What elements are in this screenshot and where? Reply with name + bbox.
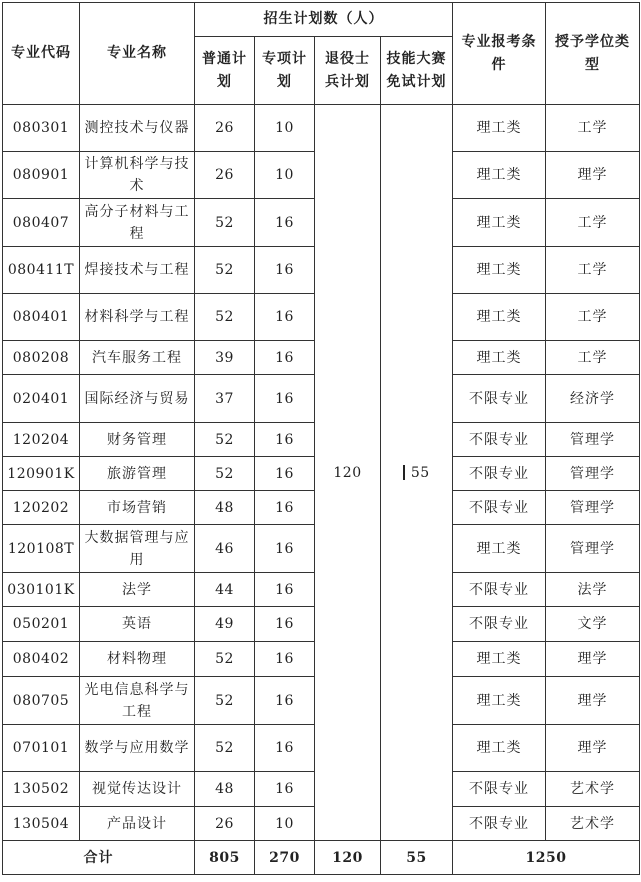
major-name-cell: 光电信息科学与工程 — [80, 677, 195, 725]
general-plan-cell: 44 — [195, 573, 255, 607]
special-plan-cell: 16 — [255, 677, 315, 725]
general-plan-cell: 52 — [195, 457, 255, 491]
special-plan-cell: 16 — [255, 772, 315, 807]
special-plan-cell: 10 — [255, 152, 315, 199]
major-name-cell: 高分子材料与工程 — [80, 199, 195, 247]
condition-cell: 不限专业 — [453, 772, 546, 807]
degree-cell: 艺术学 — [546, 807, 640, 841]
special-plan-cell: 16 — [255, 375, 315, 423]
major-name-cell: 市场营销 — [80, 491, 195, 525]
general-plan-cell: 48 — [195, 772, 255, 807]
condition-cell: 不限专业 — [453, 423, 546, 457]
total-row — [3, 841, 640, 875]
special-plan-cell: 16 — [255, 294, 315, 341]
condition-cell: 不限专业 — [453, 807, 546, 841]
total-label: 合计 — [3, 841, 195, 875]
major-name-cell: 材料物理 — [80, 642, 195, 677]
degree-cell: 工学 — [546, 247, 640, 294]
major-code-cell: 120204 — [3, 423, 80, 457]
major-code-cell: 080901 — [3, 152, 80, 199]
general-plan-cell: 48 — [195, 491, 255, 525]
skill-plan-value: 55 — [410, 464, 430, 481]
general-plan-cell: 52 — [195, 199, 255, 247]
major-code-cell: 030101K — [3, 573, 80, 607]
header-code: 专业代码 — [3, 3, 80, 105]
condition-cell: 理工类 — [453, 725, 546, 772]
condition-cell: 理工类 — [453, 525, 546, 573]
special-plan-cell: 10 — [255, 807, 315, 841]
degree-cell: 理学 — [546, 725, 640, 772]
general-plan-cell: 52 — [195, 725, 255, 772]
special-plan-cell: 16 — [255, 642, 315, 677]
special-plan-cell: 16 — [255, 725, 315, 772]
special-plan-cell: 16 — [255, 199, 315, 247]
degree-cell: 工学 — [546, 105, 640, 152]
major-code-cell: 120108T — [3, 525, 80, 573]
major-name-cell: 大数据管理与应用 — [80, 525, 195, 573]
header-condition: 专业报考条件 — [453, 3, 546, 105]
header-veteran: 退役士兵计划 — [315, 37, 381, 105]
major-name-cell: 测控技术与仪器 — [80, 105, 195, 152]
condition-cell: 理工类 — [453, 677, 546, 725]
major-name-cell: 产品设计 — [80, 807, 195, 841]
header-special: 专项计划 — [255, 37, 315, 105]
degree-cell: 管理学 — [546, 525, 640, 573]
total-grand: 1250 — [453, 841, 640, 875]
general-plan-cell: 52 — [195, 642, 255, 677]
header-plan-group: 招生计划数（人） — [195, 3, 453, 37]
skill-plan-merged-cell — [381, 105, 453, 841]
header-skill: 技能大赛免试计划 — [381, 37, 453, 105]
degree-cell: 管理学 — [546, 491, 640, 525]
condition-cell: 理工类 — [453, 105, 546, 152]
header-name: 专业名称 — [80, 3, 195, 105]
special-plan-cell: 16 — [255, 491, 315, 525]
condition-cell: 理工类 — [453, 294, 546, 341]
general-plan-cell: 52 — [195, 423, 255, 457]
major-name-cell: 计算机科学与技术 — [80, 152, 195, 199]
major-code-cell: 050201 — [3, 607, 80, 642]
condition-cell: 不限专业 — [453, 573, 546, 607]
condition-cell: 理工类 — [453, 152, 546, 199]
general-plan-cell: 37 — [195, 375, 255, 423]
major-code-cell: 080411T — [3, 247, 80, 294]
condition-cell: 不限专业 — [453, 491, 546, 525]
text-cursor-mark — [403, 465, 405, 480]
major-code-cell: 070101 — [3, 725, 80, 772]
total-special: 270 — [255, 841, 315, 875]
total-skill: 55 — [381, 841, 453, 875]
degree-cell: 理学 — [546, 642, 640, 677]
condition-cell: 理工类 — [453, 247, 546, 294]
major-code-cell: 080208 — [3, 341, 80, 375]
condition-cell: 不限专业 — [453, 457, 546, 491]
major-code-cell: 130502 — [3, 772, 80, 807]
major-code-cell: 080407 — [3, 199, 80, 247]
condition-cell: 不限专业 — [453, 607, 546, 642]
header-general: 普通计划 — [195, 37, 255, 105]
degree-cell: 理学 — [546, 677, 640, 725]
major-code-cell: 120202 — [3, 491, 80, 525]
condition-cell: 不限专业 — [453, 375, 546, 423]
major-name-cell: 英语 — [80, 607, 195, 642]
degree-cell: 工学 — [546, 199, 640, 247]
degree-cell: 法学 — [546, 573, 640, 607]
veteran-plan-merged-cell: 120 — [315, 105, 381, 841]
special-plan-cell: 16 — [255, 247, 315, 294]
major-name-cell: 材料科学与工程 — [80, 294, 195, 341]
major-name-cell: 旅游管理 — [80, 457, 195, 491]
special-plan-cell: 16 — [255, 525, 315, 573]
special-plan-cell: 16 — [255, 457, 315, 491]
major-name-cell: 财务管理 — [80, 423, 195, 457]
major-name-cell: 汽车服务工程 — [80, 341, 195, 375]
condition-cell: 理工类 — [453, 341, 546, 375]
major-name-cell: 法学 — [80, 573, 195, 607]
table-row — [3, 105, 640, 152]
major-code-cell: 130504 — [3, 807, 80, 841]
major-name-cell: 数学与应用数学 — [80, 725, 195, 772]
general-plan-cell: 26 — [195, 807, 255, 841]
degree-cell: 管理学 — [546, 457, 640, 491]
special-plan-cell: 16 — [255, 607, 315, 642]
degree-cell: 理学 — [546, 152, 640, 199]
table-body — [3, 105, 640, 841]
major-name-cell: 焊接技术与工程 — [80, 247, 195, 294]
degree-cell: 工学 — [546, 341, 640, 375]
condition-cell: 理工类 — [453, 642, 546, 677]
special-plan-cell: 16 — [255, 341, 315, 375]
general-plan-cell: 26 — [195, 105, 255, 152]
major-code-cell: 080705 — [3, 677, 80, 725]
general-plan-cell: 39 — [195, 341, 255, 375]
major-code-cell: 120901K — [3, 457, 80, 491]
header-degree: 授予学位类型 — [546, 3, 640, 105]
major-name-cell: 国际经济与贸易 — [80, 375, 195, 423]
degree-cell: 艺术学 — [546, 772, 640, 807]
major-code-cell: 080301 — [3, 105, 80, 152]
general-plan-cell: 52 — [195, 294, 255, 341]
degree-cell: 管理学 — [546, 423, 640, 457]
degree-cell: 工学 — [546, 294, 640, 341]
general-plan-cell: 52 — [195, 677, 255, 725]
condition-cell: 理工类 — [453, 199, 546, 247]
major-name-cell: 视觉传达设计 — [80, 772, 195, 807]
major-code-cell: 080401 — [3, 294, 80, 341]
special-plan-cell: 10 — [255, 105, 315, 152]
special-plan-cell: 16 — [255, 573, 315, 607]
general-plan-cell: 49 — [195, 607, 255, 642]
degree-cell: 经济学 — [546, 375, 640, 423]
major-code-cell: 080402 — [3, 642, 80, 677]
total-veteran: 120 — [315, 841, 381, 875]
general-plan-cell: 46 — [195, 525, 255, 573]
special-plan-cell: 16 — [255, 423, 315, 457]
major-code-cell: 020401 — [3, 375, 80, 423]
enrollment-plan-table — [2, 2, 640, 875]
general-plan-cell: 52 — [195, 247, 255, 294]
general-plan-cell: 26 — [195, 152, 255, 199]
total-general: 805 — [195, 841, 255, 875]
degree-cell: 文学 — [546, 607, 640, 642]
